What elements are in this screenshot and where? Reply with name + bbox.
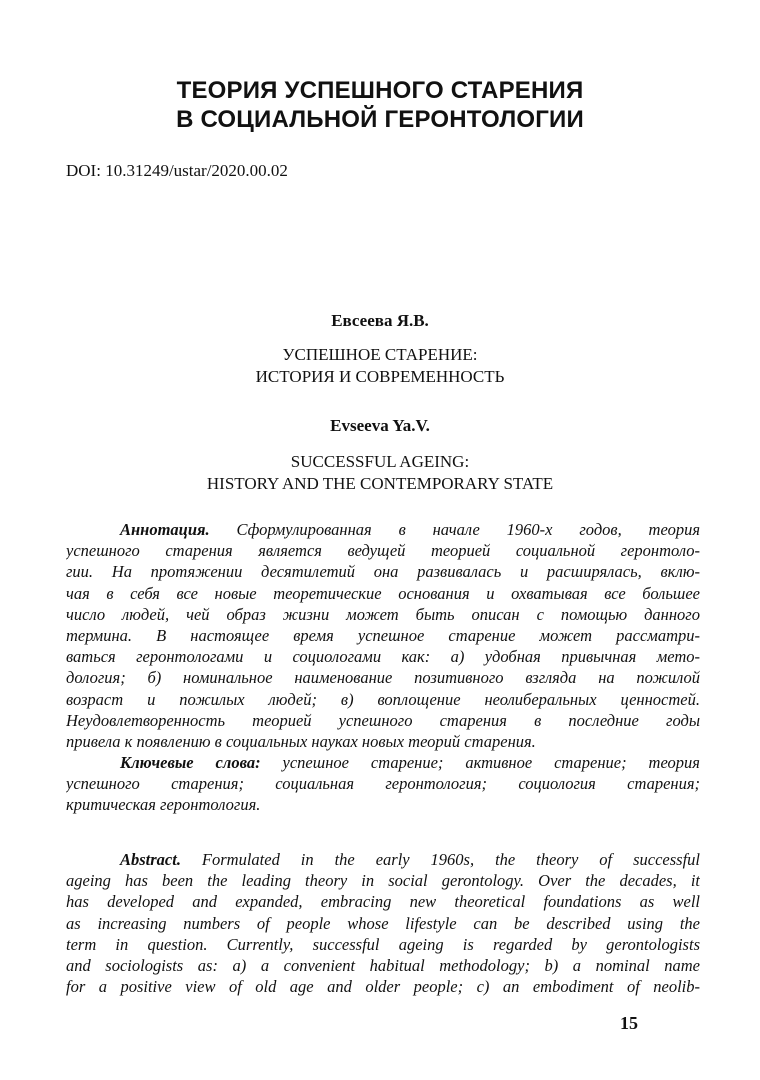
russian-abstract-label: Аннотация. xyxy=(120,520,210,539)
abstract-line: Неудовлетворенность теорией успешного старения в последние годы xyxy=(66,710,700,730)
english-article-title xyxy=(60,451,700,495)
english-title-line-1: SUCCESSFUL AGEING: xyxy=(290,452,470,471)
russian-author: Евсеева Я.В. xyxy=(331,311,429,330)
abstract-line: ваться геронтологами и социологами как: а) удобная привычная мето- xyxy=(66,647,700,667)
russian-keywords xyxy=(66,752,700,816)
russian-article-title xyxy=(60,344,700,388)
abstract-line: ageing has been the leading theory in social gerontology. Over the decades, it xyxy=(66,871,700,891)
russian-title-line-2: ИСТОРИЯ И СОВРЕМЕННОСТЬ xyxy=(255,367,505,386)
doi[interactable]: DOI: 10.31249/ustar/2020.00.02 xyxy=(66,161,288,180)
keywords-line: критическая геронтология. xyxy=(66,795,261,815)
abstract-line: дология; б) номинальное наименование позитивного взгляда на пожилой xyxy=(66,668,700,688)
abstract-line: успешного старения является ведущей теорией социальной геронтоло- xyxy=(66,541,700,561)
abstract-line: and sociologists as: a) a convenient habitual methodology; b) a nominal name xyxy=(66,955,700,975)
english-abstract-label: Abstract. xyxy=(120,850,181,869)
abstract-line: has developed and expanded, embracing new theoretical foundations as well xyxy=(66,892,700,912)
english-author: Evseeva Ya.V. xyxy=(330,416,430,435)
abstract-line: возраст и пожилых людей; в) воплощение неолиберальных ценностей. xyxy=(66,689,700,709)
russian-title-line-1: УСПЕШНОЕ СТАРЕНИЕ: xyxy=(282,345,478,364)
abstract-line: term in question. Currently, successful ageing is regarded by gerontologists xyxy=(66,934,700,954)
section-title-line-2: В СОЦИАЛЬНОЙ ГЕРОНТОЛОГИИ xyxy=(176,106,584,133)
keywords-line: Ключевые слова: успешное старение; активное старение; теория xyxy=(120,753,700,772)
abstract-line: гии. На протяжении десятилетий она развивалась и расширялась, вклю- xyxy=(66,562,700,582)
abstract-line: чая в себя все новые теоретические основания и охватывая все большее xyxy=(66,583,700,603)
russian-abstract xyxy=(66,519,700,752)
section-title xyxy=(60,76,700,134)
abstract-line: термина. В настоящее время успешное старение может рассматри- xyxy=(66,625,700,645)
keywords-line: успешного старения; социальная геронтология; социология старения; xyxy=(66,774,700,794)
abstract-line: Аннотация. Сформулированная в начале 1960-х годов, теория xyxy=(120,520,700,539)
keywords-label: Ключевые слова: xyxy=(120,753,261,772)
abstract-line: Abstract. Formulated in the early 1960s, the theory of successful xyxy=(120,850,700,869)
english-abstract xyxy=(66,849,700,997)
abstract-line: for a positive view of old age and older people; c) an embodiment of neolib- xyxy=(66,977,700,997)
english-title-line-2: HISTORY AND THE CONTEMPORARY STATE xyxy=(206,474,554,493)
abstract-line: число людей, чей образ жизни может быть описан с помощью данного xyxy=(66,604,700,624)
page-number: 15 xyxy=(620,1013,638,1033)
section-title-line-1: ТЕОРИЯ УСПЕШНОГО СТАРЕНИЯ xyxy=(176,77,584,104)
abstract-line: as increasing numbers of people whose lifestyle can be described using the xyxy=(66,913,700,933)
abstract-line: привела к появлению в социальных науках новых теорий старения. xyxy=(66,731,536,751)
